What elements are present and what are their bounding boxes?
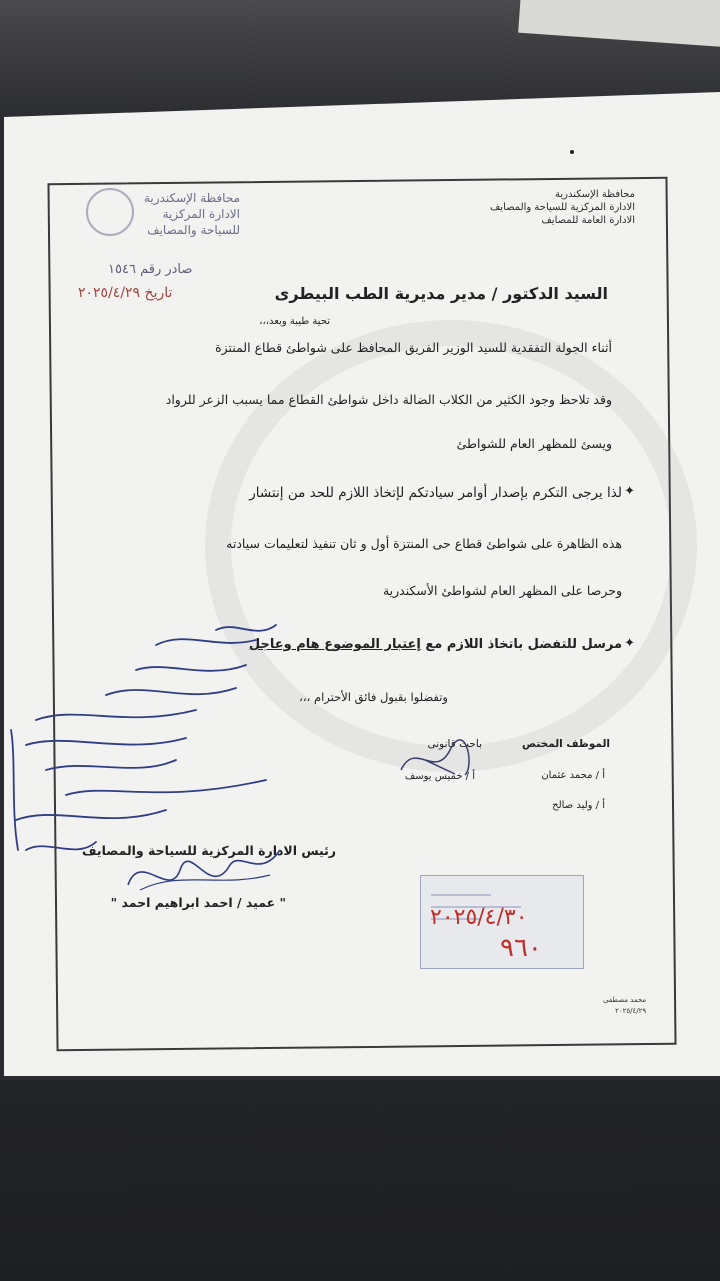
legal-signature-icon	[395, 730, 485, 790]
closing: وتفضلوا بقبول فائق الأحترام ،،،	[299, 690, 448, 704]
stamp-line-1: محافظة الإسكندرية	[143, 191, 240, 205]
employee-title: الموظف المختص	[522, 738, 610, 750]
typist-footer	[603, 995, 646, 1017]
addressee: السيد الدكتور / مدير مديرية الطب البيطرى	[274, 284, 608, 303]
body-p1-line-1: أثناء الجولة التفقدية للسيد الوزير الفريق المحافظ على شواطئ قطاع المنتزة	[215, 340, 612, 355]
greeting: تحية طيبة وبعد،،،	[259, 316, 330, 327]
issue-stamp	[90, 190, 240, 258]
body-p2-line-1: لذا يرجى التكرم بإصدار أوامر سيادتكم لإتخاذ اللازم للحد من إنتشار	[249, 485, 622, 501]
body-p3	[249, 637, 622, 652]
letterhead-line-2: الادارة المركزية للسياحة والمصايف	[489, 202, 635, 213]
issue-date	[78, 285, 172, 301]
stamp-line-3: للسياحة والمصايف	[147, 223, 240, 237]
body-p3-emphasis: إعتبار الموضوع هام وعاجل	[248, 637, 421, 652]
head-title: رئيس الادارة المركزية للسياحة والمصايف	[81, 843, 336, 858]
letterhead	[475, 188, 635, 227]
issue-number-value: ١٥٤٦	[108, 262, 136, 277]
typist-date: ٢٠٢٥/٤/٢٩	[615, 1007, 647, 1015]
body-p2-line-3: وحرصا على المظهر العام لشواطئ الأسكندرية	[382, 583, 622, 598]
issue-date-value: ٢٠٢٥/٤/٢٩	[78, 285, 141, 301]
body-p1-line-3: ويسئ للمظهر العام للشواطئ	[456, 436, 612, 451]
body-p3-prefix: مرسل للتفضل باتخاذ اللازم مع	[425, 637, 622, 652]
employee-2: أ / وليد صالح	[552, 800, 605, 811]
handwritten-note-icon	[6, 610, 291, 880]
legal-title: باحث قانونى	[427, 738, 482, 750]
body-p2-line-2: هذه الظاهرة على شواطئ قطاع حى المنتزة أول و ثان تنفيذ لتعليمات سيادته	[226, 536, 622, 551]
employee-1: أ / محمد عثمان	[541, 770, 605, 781]
letterhead-line-3: الادارة العامة للمصايف	[541, 215, 635, 226]
body-p1-line-2: وقد تلاحظ وجود الكثير من الكلاب الضالة داخل شواطئ القطاع مما يسبب الزعر للرواد	[165, 392, 612, 407]
received-date: ٢٠٢٥/٤/٣٠	[430, 905, 528, 930]
letterhead-line-1: محافظة الإسكندرية	[554, 189, 635, 200]
typist-name: محمد مصطفى	[603, 996, 647, 1004]
issue-number-label: صادر رقم	[140, 262, 193, 277]
issue-number	[108, 262, 192, 277]
ink-dot	[570, 150, 574, 154]
bullet-icon-2: ✦	[624, 636, 635, 651]
background-bottom	[0, 1080, 720, 1281]
received-number: ٩٦٠	[500, 933, 542, 963]
legal-1: أ / خميس يوسف	[404, 771, 475, 782]
stamp-line-2: الادارة المركزية	[162, 207, 240, 221]
issue-date-label: تاريخ	[144, 285, 173, 301]
head-name: " عميد / احمد ابراهيم احمد "	[110, 895, 286, 910]
stamp-box-line	[431, 894, 491, 896]
bullet-icon-1: ✦	[624, 484, 635, 499]
